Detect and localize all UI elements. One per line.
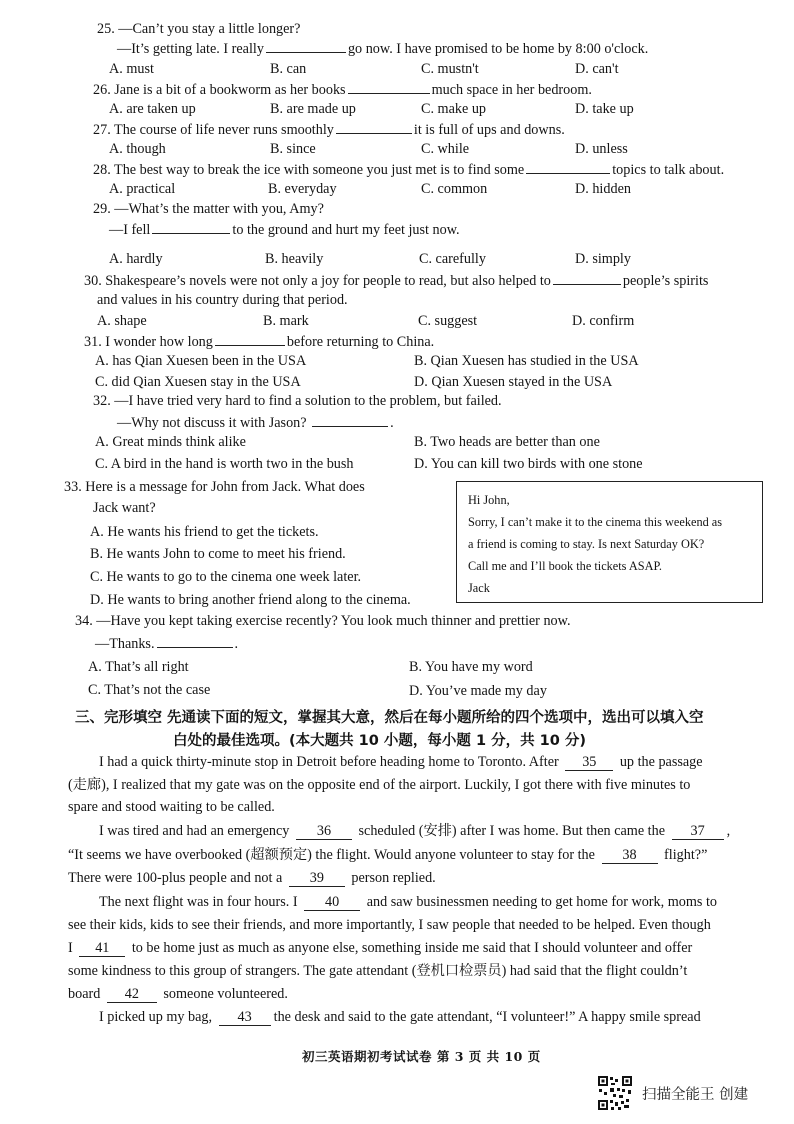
q26-option-a[interactable]: A. are taken up — [109, 101, 196, 117]
answer-blank[interactable] — [312, 413, 388, 427]
q28-option-c[interactable]: C. common — [421, 181, 488, 197]
q26-option-d[interactable]: D. take up — [575, 101, 634, 117]
q32-line2: —Why not discuss it with Jason? . — [117, 415, 394, 431]
message-line: a friend is coming to stay. Is next Saturday OK? — [468, 537, 705, 551]
q34-stem: 34. —Have you kept taking exercise recently? You look much thinner and prettier now. — [75, 613, 571, 629]
q30-stem: 30. Shakespeare’s novels were not only a joy for people to read, but also helped to people’s spirits — [84, 273, 709, 289]
q31-option-c[interactable]: C. did Qian Xuesen stay in the USA — [95, 374, 301, 390]
answer-blank[interactable] — [157, 634, 233, 648]
q30-line2: and values in his country during that period. — [97, 292, 348, 308]
q30-option-a[interactable]: A. shape — [97, 313, 147, 329]
answer-blank[interactable] — [553, 271, 621, 285]
q31-option-a[interactable]: A. has Qian Xuesen been in the USA — [95, 353, 307, 369]
passage-line: board 42 someone volunteered. — [68, 986, 288, 1002]
q32-option-b[interactable]: B. Two heads are better than one — [414, 434, 600, 450]
message-signature: Jack — [468, 581, 490, 595]
passage-line: The next flight was in four hours. I 40 and saw businessmen needing to get home for work, moms to — [99, 894, 717, 910]
section-heading-line2: 白处的最佳选项。(本大题共 10 小题，每小题 1 分，共 10 分) — [173, 733, 586, 749]
answer-blank[interactable] — [266, 39, 346, 53]
passage-line: (走廊), I realized that my gate was on the opposite end of the airport. Luckily, I got there with five minutes to — [68, 777, 691, 793]
q33-option-c[interactable]: C. He wants to go to the cinema one week later. — [90, 569, 362, 585]
q33-stem-line2: Jack want? — [93, 500, 156, 516]
q33-stem: 33. Here is a message for John from Jack. What does — [64, 479, 365, 495]
q31-stem: 31. I wonder how long before returning to China. — [84, 334, 435, 350]
q33-option-b[interactable]: B. He wants John to come to meet his friend. — [90, 546, 346, 562]
q32-stem: 32. —I have tried very hard to find a solution to the problem, but failed. — [93, 393, 502, 409]
q26-stem: 26. Jane is a bit of a bookworm as her books much space in her bedroom. — [93, 82, 592, 98]
q29-option-c[interactable]: C. carefully — [419, 251, 486, 267]
q31-option-b[interactable]: B. Qian Xuesen has studied in the USA — [414, 353, 639, 369]
q33-option-a[interactable]: A. He wants his friend to get the tickets. — [90, 524, 319, 540]
q32-option-d[interactable]: D. You can kill two birds with one stone — [414, 456, 643, 472]
q34-line2: —Thanks. . — [95, 636, 239, 652]
passage-line: I was tired and had an emergency 36 scheduled (安排) after I was home. But then came the 37 , — [99, 823, 731, 839]
q27-option-d[interactable]: D. unless — [575, 141, 628, 157]
message-line: Call me and I’ll book the tickets ASAP. — [468, 559, 662, 573]
q25-line2: —It’s getting late. I really go now. I have promised to be home by 8:00 o'clock. — [117, 41, 649, 57]
q32-option-a[interactable]: A. Great minds think alike — [95, 434, 246, 450]
blank-35[interactable]: 35 — [565, 754, 613, 771]
q30-option-c[interactable]: C. suggest — [418, 313, 478, 329]
answer-blank[interactable] — [215, 332, 285, 346]
q33-option-d[interactable]: D. He wants to bring another friend along to the cinema. — [90, 592, 411, 608]
blank-42[interactable]: 42 — [107, 986, 157, 1003]
q34-option-a[interactable]: A. That’s all right — [88, 659, 189, 675]
passage-line: I had a quick thirty-minute stop in Detroit before heading home to Toronto. After 35 up the passage — [99, 754, 703, 770]
answer-blank[interactable] — [348, 80, 430, 94]
q34-option-d[interactable]: D. You’ve made my day — [409, 683, 547, 699]
q25-option-a[interactable]: A. must — [109, 61, 154, 77]
q28-option-d[interactable]: D. hidden — [575, 181, 631, 197]
q30-option-d[interactable]: D. confirm — [572, 313, 635, 329]
q27-option-a[interactable]: A. though — [109, 141, 166, 157]
blank-38[interactable]: 38 — [602, 847, 658, 864]
q29-stem: 29. —What’s the matter with you, Amy? — [93, 201, 324, 217]
q34-option-b[interactable]: B. You have my word — [409, 659, 533, 675]
q25-stem: 25. —Can’t you stay a little longer? — [97, 21, 301, 37]
blank-41[interactable]: 41 — [79, 940, 125, 957]
blank-40[interactable]: 40 — [304, 894, 360, 911]
message-line: Sorry, I can’t make it to the cinema this weekend as — [468, 515, 723, 529]
q25-option-c[interactable]: C. mustn't — [421, 61, 479, 77]
blank-39[interactable]: 39 — [289, 870, 345, 887]
answer-blank[interactable] — [336, 120, 412, 134]
q25-option-d[interactable]: D. can't — [575, 61, 619, 77]
q26-option-c[interactable]: C. make up — [421, 101, 487, 117]
page-footer: 初三英语期初考试试卷 第 3 页 共 10 页 — [302, 1049, 541, 1064]
q28-stem: 28. The best way to break the ice with someone you just met is to find some topics to talk about. — [93, 162, 725, 178]
q27-option-b[interactable]: B. since — [270, 141, 316, 157]
q29-line2: —I fell to the ground and hurt my feet just now. — [109, 222, 460, 238]
passage-line: some kindness to this group of strangers. The gate attendant (登机口检票员) had said that the flight couldn’t — [68, 963, 688, 979]
q29-option-d[interactable]: D. simply — [575, 251, 631, 267]
q26-option-b[interactable]: B. are made up — [270, 101, 356, 117]
q34-option-c[interactable]: C. That’s not the case — [88, 682, 211, 698]
passage-line: I 41 to be home just as much as anyone else, something inside me said that I should volunteer and offer — [68, 940, 693, 956]
q28-option-a[interactable]: A. practical — [109, 181, 176, 197]
message-greeting: Hi John, — [468, 493, 510, 507]
message-box — [456, 481, 763, 603]
q27-stem: 27. The course of life never runs smoothly it is full of ups and downs. — [93, 122, 565, 138]
answer-blank[interactable] — [152, 220, 230, 234]
watermark-text: 扫描全能王 创建 — [642, 1087, 749, 1103]
q27-option-c[interactable]: C. while — [421, 141, 470, 157]
section-heading: 三、完形填空 先通读下面的短文，掌握其大意，然后在每小题所给的四个选项中，选出可以填入空 — [75, 710, 704, 726]
answer-blank[interactable] — [526, 160, 610, 174]
blank-43[interactable]: 43 — [219, 1009, 271, 1026]
qr-code-icon — [597, 1075, 633, 1111]
passage-line: spare and stood waiting to be called. — [68, 799, 275, 815]
passage-line: There were 100-plus people and not a 39 person replied. — [68, 870, 436, 886]
blank-37[interactable]: 37 — [672, 823, 724, 840]
q29-option-a[interactable]: A. hardly — [109, 251, 163, 267]
passage-line: “It seems we have overbooked (超额预定) the flight. Would anyone volunteer to stay for the 38 flight?” — [68, 847, 708, 863]
blank-36[interactable]: 36 — [296, 823, 352, 840]
q32-option-c[interactable]: C. A bird in the hand is worth two in the bush — [95, 456, 354, 472]
q31-option-d[interactable]: D. Qian Xuesen stayed in the USA — [414, 374, 613, 390]
q25-option-b[interactable]: B. can — [270, 61, 307, 77]
q30-option-b[interactable]: B. mark — [263, 313, 309, 329]
passage-line: see their kids, kids to see their friends, and more importantly, I saw people that needed to be helped. Even though — [68, 917, 711, 933]
q29-option-b[interactable]: B. heavily — [265, 251, 324, 267]
q28-option-b[interactable]: B. everyday — [268, 181, 337, 197]
passage-line: I picked up my bag, 43 the desk and said to the gate attendant, “I volunteer!” A happy smile spread — [99, 1009, 701, 1025]
